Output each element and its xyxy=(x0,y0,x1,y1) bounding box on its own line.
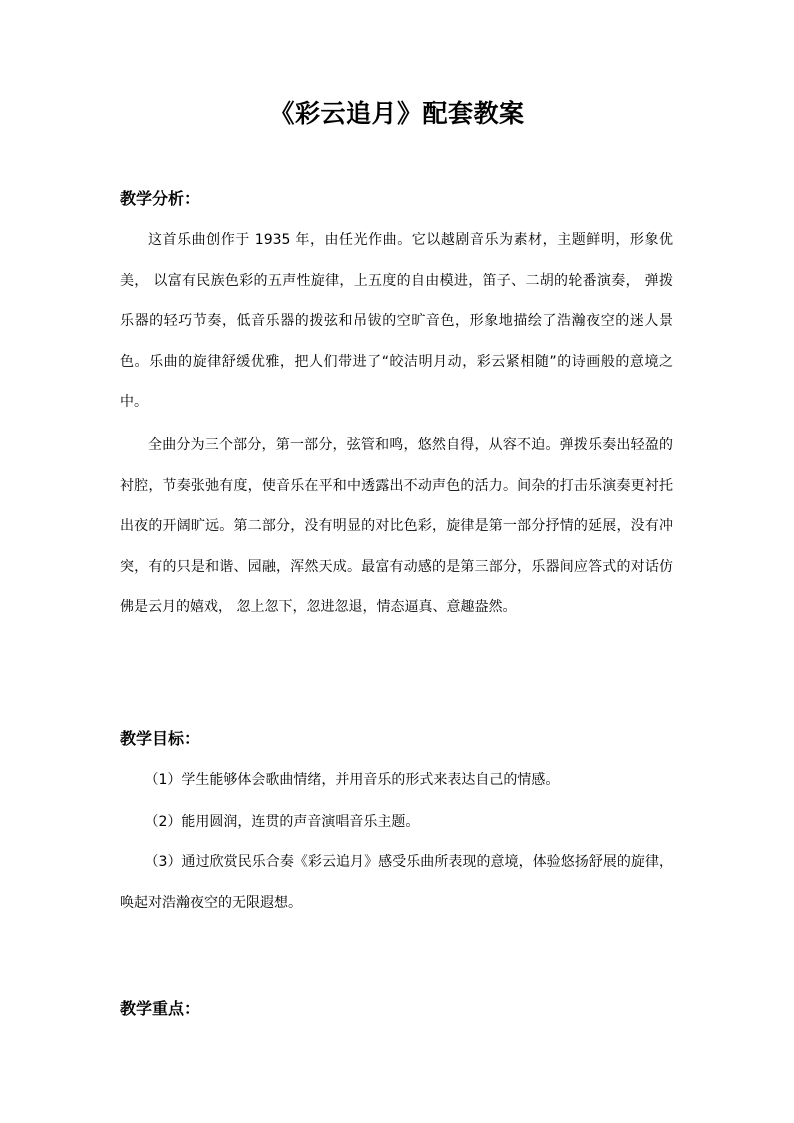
goal-item-2: （2）能用圆润，连贯的声音演唱音乐主题。 xyxy=(144,814,420,830)
goal-item-3: （3）通过欣赏民乐合奏《彩云追月》感受乐曲所表现的意境，体验悠扬舒展的旋律，唤起对浩瀚夜空的无限遐想。 xyxy=(120,854,673,911)
analysis-paragraph-2: 全曲分为三个部分，第一部分，弦管和鸣，悠然自得，从容不迫。弹拨乐奏出轻盈的衬腔，节奏张弛有度，使音乐在平和中透露出不动声色的活力。间杂的打击乐演奏更衬托出夜的开阔旷远。第二部分，没有明显的对比色彩，旋律是第一部分抒情的延展，没有冲突，有的只是和谐、园融，浑然天成。最富有动感的是第三部分，乐器间应答式的对话仿佛是云月的嬉戏， 忽上忽下，忽进忽退，情态逼真、意趣盎然。 xyxy=(120,437,673,615)
section-heading-focus: 教学重点： xyxy=(120,999,201,1018)
analysis-paragraph-1: 这首乐曲创作于 1935 年，由任光作曲。它以越剧音乐为素材，主题鲜明，形象优美， 以富有民族色彩的五声性旋律，上五度的自由模进，笛子、二胡的轮番演奏， 弹拨乐器的轻巧节奏，低音乐器的拨弦和吊钹的空旷音色，形象地描绘了浩瀚夜空的迷人景色。乐曲的旋律舒缓优雅，把人们带进了“皎洁明月动，彩云紧相随”的诗画般的意境之中。 xyxy=(120,232,673,410)
goal-item-1: （1）学生能够体会歌曲情绪，并用音乐的形式来表达自己的情感。 xyxy=(144,772,560,788)
section-heading-analysis: 教学分析： xyxy=(120,189,201,208)
document-title: 《彩云追月》配套教案 xyxy=(269,99,525,128)
section-heading-goals: 教学目标： xyxy=(120,729,201,748)
